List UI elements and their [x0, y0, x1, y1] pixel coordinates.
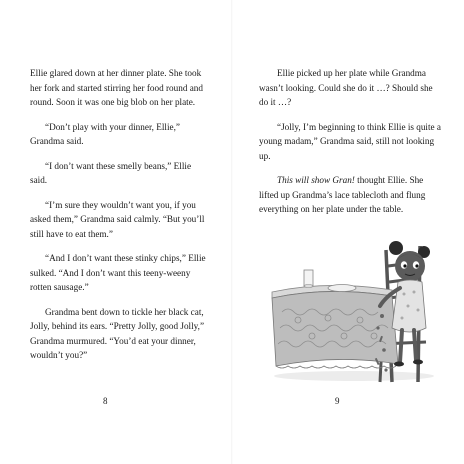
plate-icon [328, 285, 356, 292]
italic-thought: This will show Gran! [277, 175, 355, 185]
paragraph: “And I don’t want these stinky chips,” Ellie sulked. “And I don’t want this teeny-weeny rotten sausage.” [30, 253, 206, 292]
left-page-text [30, 66, 206, 373]
paragraph: “Jolly, I’m beginning to think Ellie is quite a young madam,” Grandma said, still not looking up. [259, 121, 441, 161]
page-number: 9 [335, 396, 340, 406]
paragraph: Ellie glared down at her dinner plate. She took her fork and started stirring her food round and round. Soon it was one big blob on her plate. [30, 68, 203, 107]
paragraph-with-italic [259, 173, 443, 217]
right-page [232, 0, 464, 464]
paragraph: Ellie picked up her plate while Grandma wasn’t looking. Could she do it …? Should she do it …? [259, 68, 433, 107]
paragraph: “Don’t play with your dinner, Ellie,” Grandma said. [30, 121, 180, 146]
paragraph: “I’m sure they wouldn’t want you, if you asked them,” Grandma said calmly. “But you’ll still have to eat them.” [30, 199, 205, 239]
illustration-ellie-at-table [268, 232, 440, 384]
right-page-text [259, 66, 443, 227]
paragraph: Grandma bent down to tickle her black cat, Jolly, behind its ears. “Pretty Jolly, good Jolly,” Grandma murmured. “You’d eat your dinner, wouldn’t you?” [30, 306, 205, 360]
glass-icon [304, 270, 313, 288]
page-number: 8 [103, 396, 108, 406]
paragraph-continuation: thought Ellie. She lifted up Grandma’s lace tablecloth and flung everything on her plate under the table. [259, 175, 426, 214]
paragraph: “I don’t want these smelly beans,” Ellie said. [30, 160, 192, 185]
table-icon [272, 285, 398, 368]
